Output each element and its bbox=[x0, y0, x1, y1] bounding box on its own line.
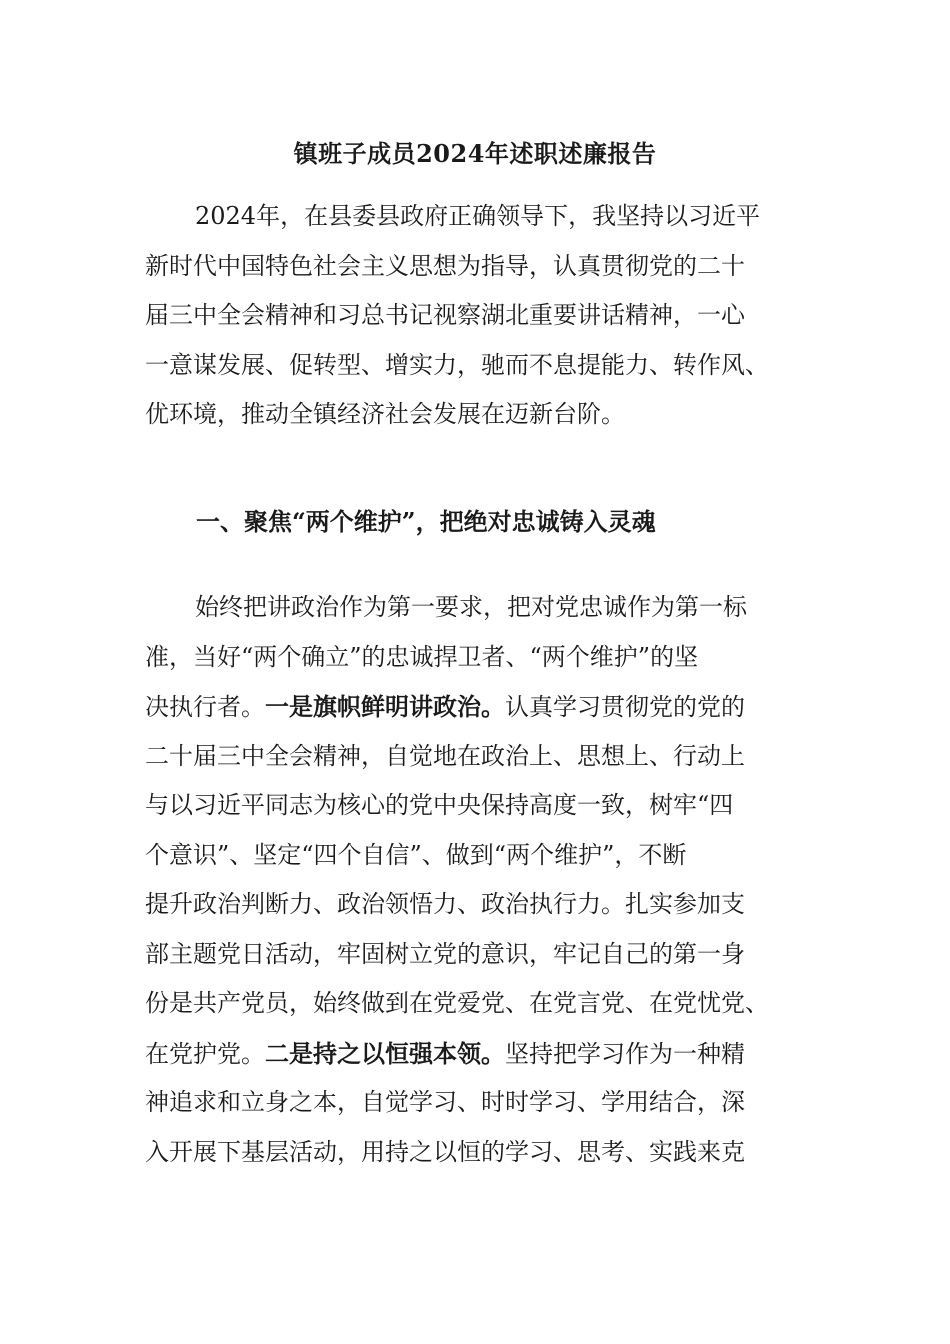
bold-lead-phrase: 二是持之以恒强本领。 bbox=[265, 1038, 505, 1068]
text-line: 2024年，在县委县政府正确领导下，我坚持以习近平 bbox=[195, 202, 761, 230]
text-line-mixed bbox=[145, 682, 815, 732]
text-line: 入开展下基层活动，用持之以恒的学习、思考、实践来克 bbox=[145, 1137, 745, 1166]
text-line: 提升政治判断力、政治领悟力、政治执行力。扎实参加支 bbox=[145, 890, 745, 918]
text-line: 与以习近平同志为核心的党中央保持高度一致，树牢“四 bbox=[145, 791, 734, 819]
text-line: 份是共产党员，始终做到在党爱党、在党言党、在党忧党、 bbox=[145, 989, 769, 1017]
text-run: 认真学习贯彻党的党的 bbox=[505, 693, 745, 721]
text-run: 在党护党。 bbox=[145, 1039, 265, 1068]
text-line-mixed bbox=[145, 1029, 815, 1079]
section-heading: 一、聚焦“两个维护”，把绝对忠诚铸入灵魂 bbox=[196, 507, 656, 536]
text-line: 届三中全会精神和习总书记视察湖北重要讲话精神，一心 bbox=[145, 301, 745, 329]
text-line: 始终把讲政治作为第一要求，把对党忠诚作为第一标 bbox=[195, 593, 747, 621]
intro-paragraph bbox=[145, 192, 815, 440]
document-title: 镇班子成员2024年述职述廉报告 bbox=[293, 139, 657, 168]
text-line: 部主题党日活动，牢固树立党的意识，牢记自己的第一身 bbox=[145, 939, 745, 968]
text-line: 神追求和立身之本，自觉学习、时时学习、学用结合，深 bbox=[145, 1088, 745, 1116]
bold-lead-phrase: 一是旗帜鲜明讲政治。 bbox=[265, 692, 505, 721]
text-line: 个意识”、坚定“四个自信”、做到“两个维护”，不断 bbox=[145, 840, 687, 869]
text-line: 一意谋发展、促转型、增实力，驰而不息提能力、转作风、 bbox=[145, 350, 769, 379]
body-paragraph bbox=[145, 583, 815, 1177]
text-run: 决执行者。 bbox=[145, 693, 265, 721]
text-run: 坚持把学习作为一种精 bbox=[505, 1039, 745, 1068]
text-line: 新时代中国特色社会主义思想为指导，认真贯彻党的二十 bbox=[145, 251, 745, 280]
text-line: 二十届三中全会精神，自觉地在政治上、思想上、行动上 bbox=[145, 741, 745, 770]
text-line: 优环境，推动全镇经济社会发展在迈新台阶。 bbox=[145, 400, 625, 428]
text-line: 准，当好“两个确立”的忠诚捍卫者、“两个维护”的坚 bbox=[145, 642, 699, 671]
